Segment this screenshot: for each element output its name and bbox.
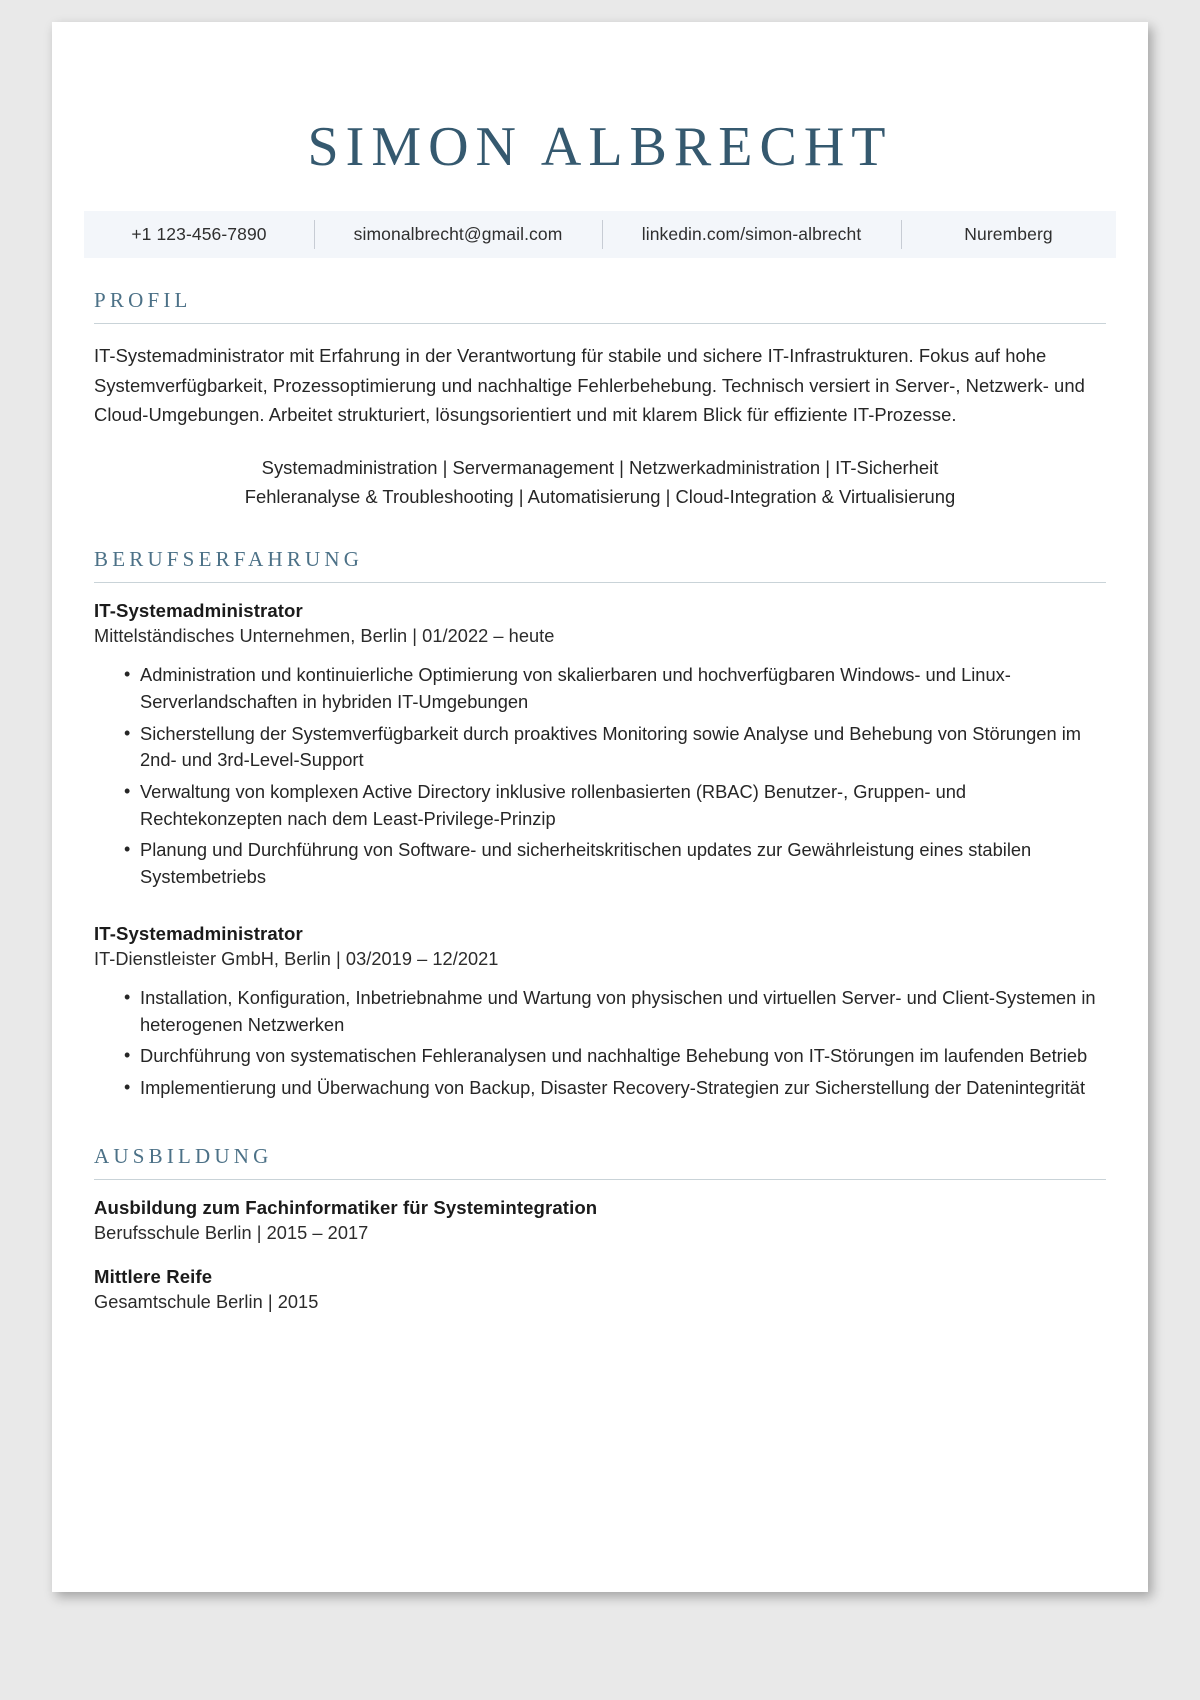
skills-line-1: Systemadministration | Servermanagement | Netzwerkadministration | IT-Sicherheit <box>261 457 939 479</box>
list-item: • Sicherstellung der Systemverfügbarkeit durch proaktives Monitoring sowie Analyse und Behebung von Störungen im 2nd- und 3rd-Level-Support <box>124 721 1106 774</box>
section-title-education: AUSBILDUNG <box>94 1143 273 1168</box>
section-experience <box>94 547 1106 1101</box>
job-role: IT-Systemadministrator <box>94 600 303 622</box>
contact-phone <box>84 211 314 258</box>
name-header <box>94 22 1106 211</box>
profile-paragraph: IT-Systemadministrator mit Erfahrung in der Verantwortung für stabile und sichere IT-Infrastrukturen. Fokus auf hohe Systemverfügbarkeit, Prozessoptimierung und nachhaltige Fehlerbehebung. Technisch versiert in Server-, Netzwerk- und Cloud-Umgebungen. Arbeitet strukturiert, lösungsorientiert und mit klarem Blick für effiziente IT-Prozesse. <box>94 344 1085 426</box>
skills-list <box>94 454 1106 511</box>
contact-bar <box>84 211 1116 258</box>
section-divider <box>94 582 1106 583</box>
job-company-dates: Mittelständisches Unternehmen, Berlin | 01/2022 – heute <box>94 626 555 647</box>
job-company-dates: IT-Dienstleister GmbH, Berlin | 03/2019 – 12/2021 <box>94 948 499 969</box>
contact-linkedin[interactable] <box>602 211 901 258</box>
contact-location <box>901 211 1116 258</box>
education-degree: Mittlere Reife <box>94 1265 213 1287</box>
section-title-experience: BERUFSERFAHRUNG <box>94 547 364 572</box>
skills-line-2: Fehleranalyse & Troubleshooting | Automatisierung | Cloud-Integration & Virtualisierung <box>244 485 956 507</box>
job-responsibilities <box>94 662 1106 891</box>
list-item: • Verwaltung von komplexen Active Directory inklusive rollenbasierten (RBAC) Benutzer-, Gruppen- und Rechtekonzepten nach dem Least-Privilege-Prinzip <box>124 779 1106 832</box>
education-entry <box>94 1266 1106 1313</box>
experience-entry <box>94 923 1106 1102</box>
contact-email[interactable] <box>314 211 602 258</box>
education-entry <box>94 1197 1106 1244</box>
experience-entry <box>94 600 1106 891</box>
job-role: IT-Systemadministrator <box>94 922 303 944</box>
list-item: • Administration und kontinuierliche Optimierung von skalierbaren und hochverfügbaren Windows- und Linux-Serverlandschaften in hybriden IT-Umgebungen <box>124 662 1106 715</box>
candidate-name: SIMON ALBRECHT <box>307 116 893 178</box>
list-item: • Durchführung von systematischen Fehleranalysen und nachhaltige Behebung von IT-Störungen im laufenden Betrieb <box>124 1043 1106 1070</box>
list-item: • Implementierung und Überwachung von Backup, Disaster Recovery-Strategien zur Sicherstellung der Datenintegrität <box>124 1075 1106 1102</box>
section-divider <box>94 1179 1106 1180</box>
section-education <box>94 1144 1106 1313</box>
list-item: • Planung und Durchführung von Software- und sicherheitskritischen updates zur Gewährleistung eines stabilen Systembetriebs <box>124 837 1106 890</box>
job-responsibilities <box>94 985 1106 1102</box>
education-school-dates: Gesamtschule Berlin | 2015 <box>94 1291 319 1312</box>
education-degree: Ausbildung zum Fachinformatiker für Systemintegration <box>94 1196 598 1218</box>
section-divider <box>94 323 1106 324</box>
contact-location-text: Nuremberg <box>964 223 1053 244</box>
education-school-dates: Berufsschule Berlin | 2015 – 2017 <box>94 1222 369 1243</box>
contact-linkedin-text: linkedin.com/simon-albrecht <box>641 223 862 244</box>
section-title-profile: PROFIL <box>94 287 192 312</box>
contact-email-text: simonalbrecht@gmail.com <box>353 223 563 244</box>
resume-page <box>52 22 1148 1592</box>
section-profile <box>94 288 1106 511</box>
list-item: • Installation, Konfiguration, Inbetriebnahme und Wartung von physischen und virtuellen Server- und Client-Systemen in heterogenen Netzwerken <box>124 985 1106 1038</box>
contact-phone-text: +1 123-456-7890 <box>131 223 267 244</box>
